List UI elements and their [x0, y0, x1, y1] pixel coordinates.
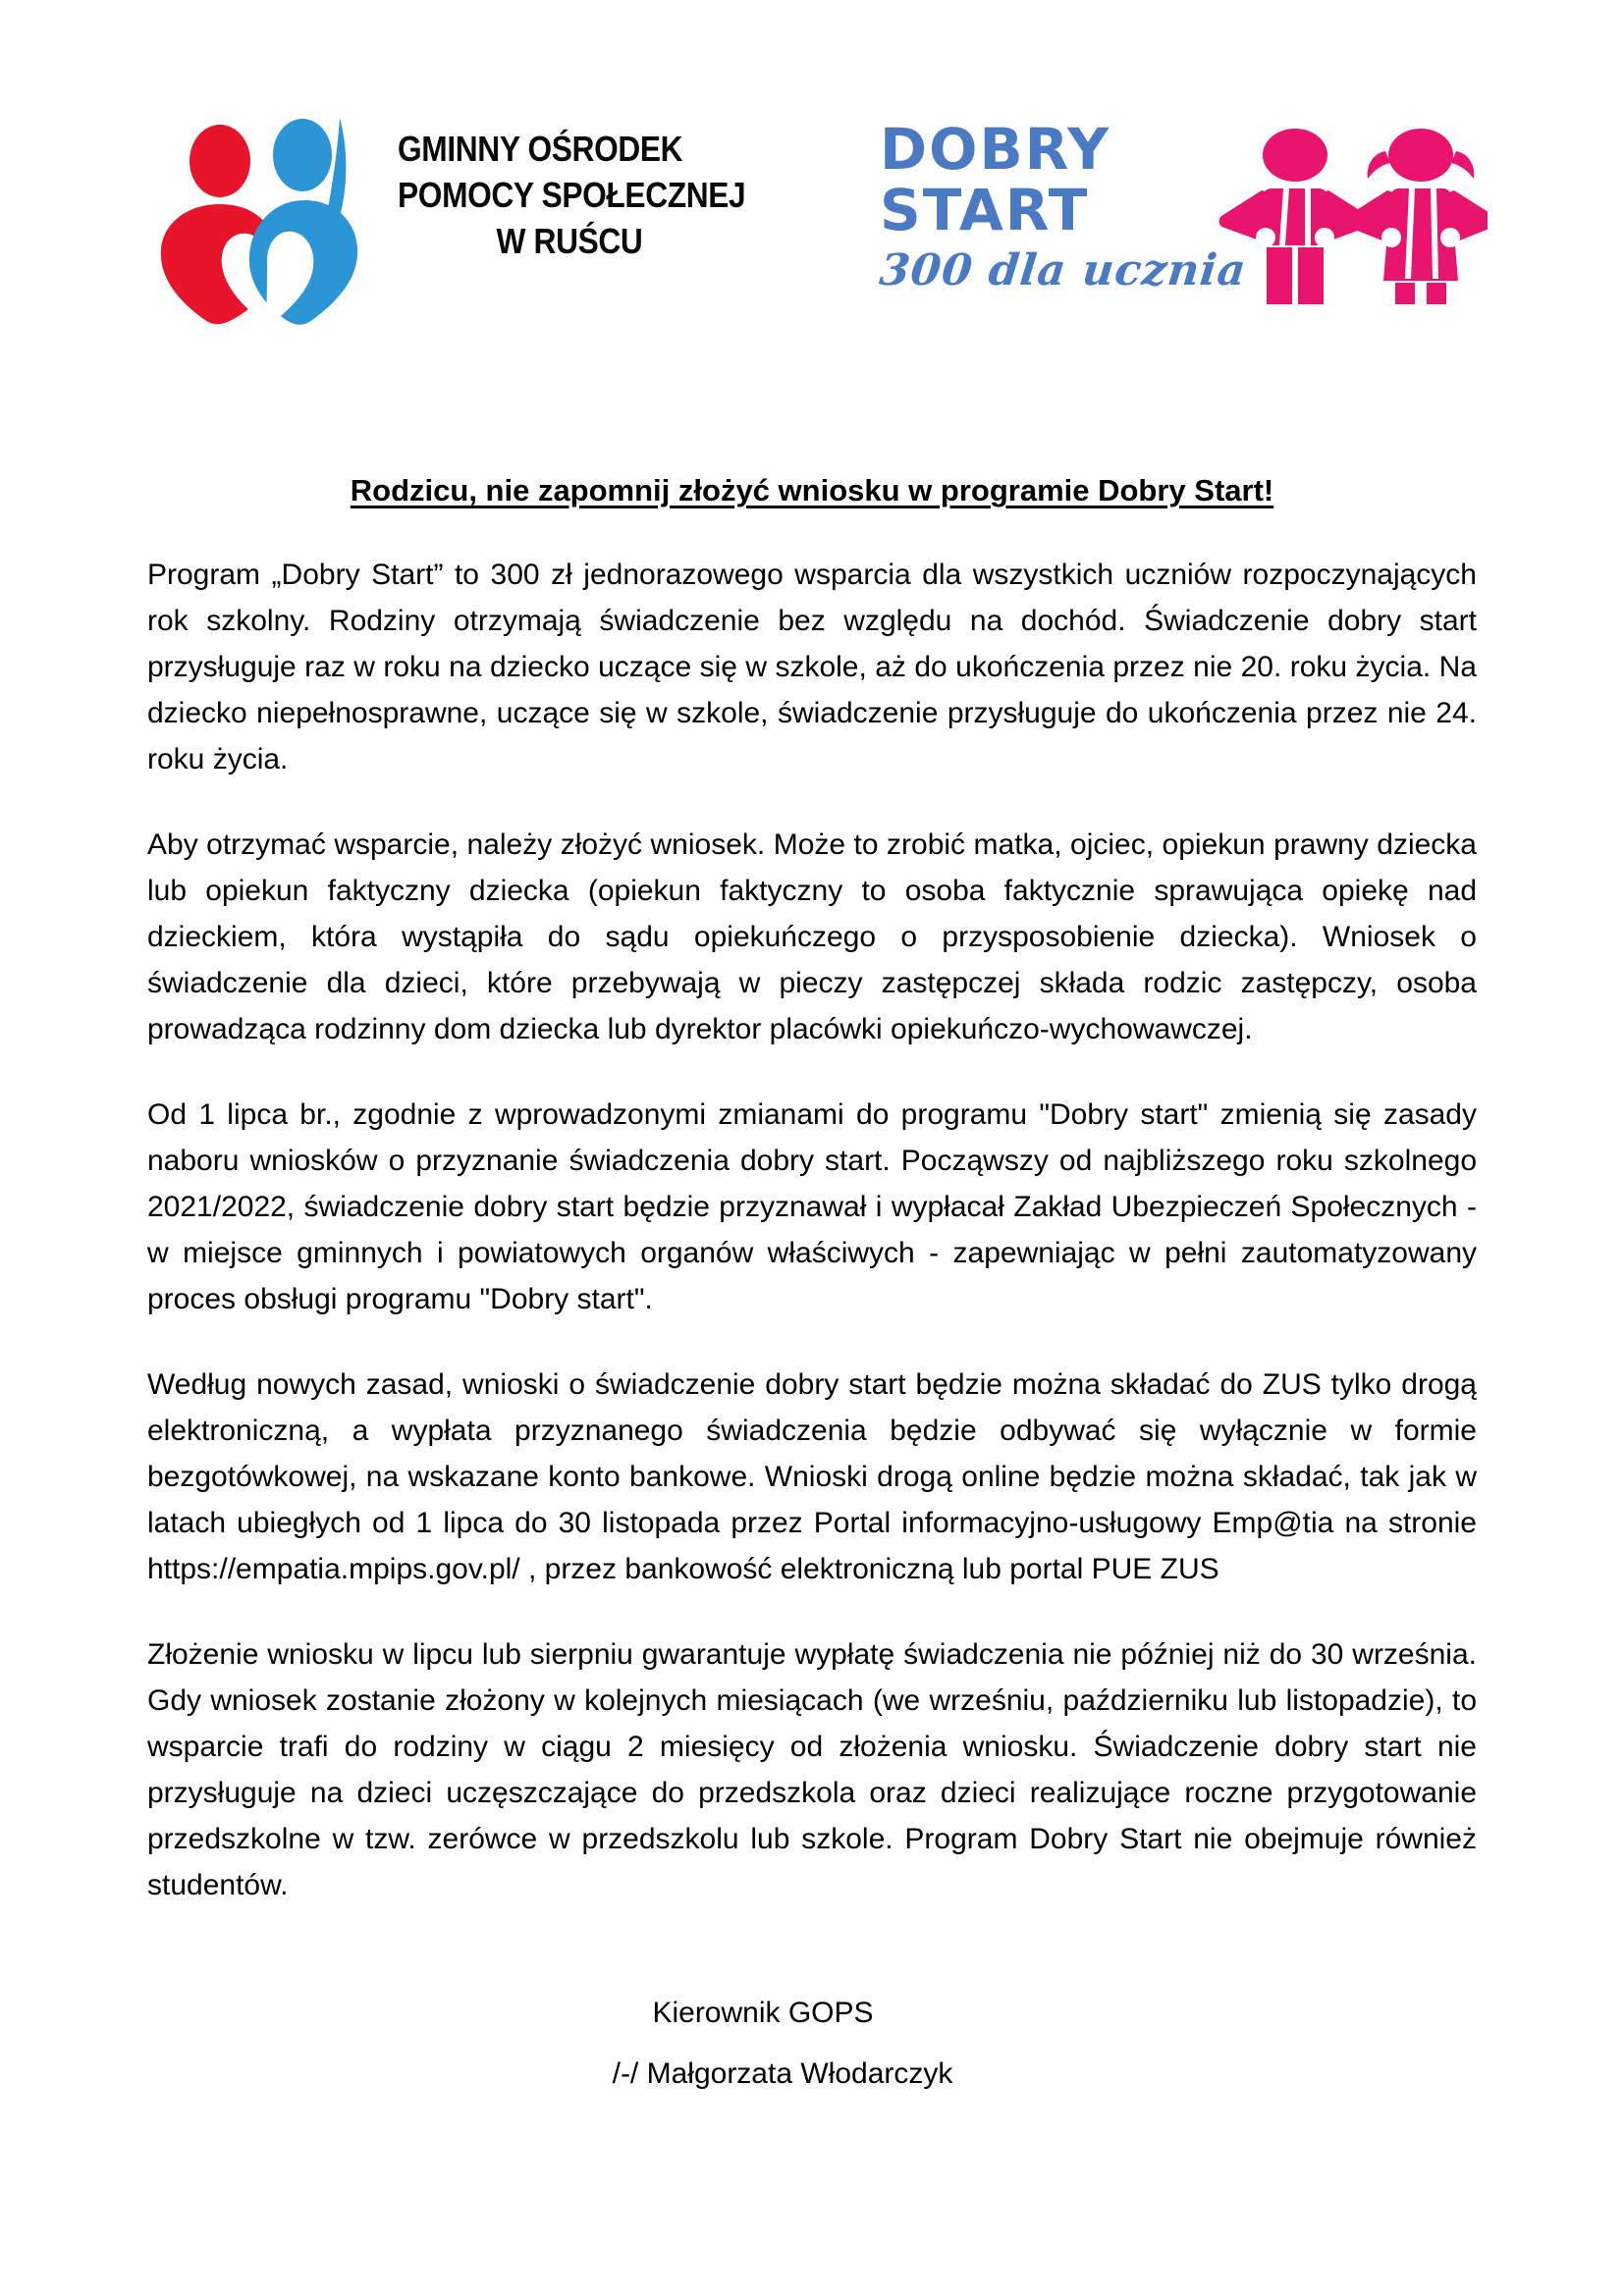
paragraph-3: Od 1 lipca br., zgodnie z wprowadzonymi zmianami do programu "Dobry start" zmienią się zasady naboru wniosków o przyznanie świadczenia dobry start. Począwszy od najbliższego roku szkolnego 2021/2022, świadczenie dobry start będzie przyznawał i wypłacał Zakład Ubezpieczeń Społecznych - w miejsce gminnych i powiatowych organów właściwych - zapewniając w pełni zautomatyzowany proces obsługi programu "Dobry start".	[147, 1098, 1477, 1315]
dobry-start-word-2: START	[880, 177, 1090, 243]
dobry-start-word-1: DOBRY	[880, 116, 1111, 183]
paragraph-4: Według nowych zasad, wnioski o świadczenie dobry start będzie można składać do ZUS tylko drogą elektroniczną, a wypłata przyznanego świadczenia będzie odbywać się wyłącznie w formie bezgotówkowej, na wskazane konto bankowe. Wnioski drogą online będzie można składać, tak jak w latach ubiegłych od 1 lipca do 30 listopada przez Portal informacyjno-usługowy Emp@tia na stronie https://empatia.mpips.gov.pl/ , przez bankowość elektroniczną lub portal PUE ZUS	[147, 1368, 1477, 1585]
document-body	[147, 471, 1477, 1908]
logo-band	[0, 108, 1624, 334]
signature-name: /-/ Małgorzata Włodarczyk	[612, 2057, 953, 2090]
signature-block	[147, 1983, 1477, 2105]
gops-emblem-icon	[147, 110, 383, 326]
page-title: Rodzicu, nie zapomnij złożyć wniosku w programie Dobry Start!	[350, 473, 1274, 507]
gops-logo-text	[398, 126, 746, 264]
gops-logo-line-3: W RUŚCU	[496, 221, 643, 261]
dobry-start-logo	[864, 108, 1492, 334]
paragraph-5: Złożenie wniosku w lipcu lub sierpniu gwarantuje wypłatę świadczenia nie później niż do 30 września. Gdy wniosek zostanie złożony w kolejnych miesiącach (we wrześniu, październiku lub listopadzie), to wsparcie trafi do rodziny w ciągu 2 miesięcy od złożenia wniosku. Świadczenie dobry start nie przysługuje na dzieci uczęszczające do przedszkola oraz dzieci realizujące roczne przygotowanie przedszkolne w tzw. zerówce w przedszkolu lub szkole. Program Dobry Start nie obejmuje również studentów.	[147, 1638, 1477, 1901]
gops-logo	[147, 108, 746, 334]
dobry-start-tagline: 300 dla ucznia	[877, 245, 1250, 295]
gops-logo-line-1: GMINNY OŚRODEK	[398, 129, 683, 169]
paragraph-1: Program „Dobry Start” to 300 zł jednorazowego wsparcia dla wszystkich uczniów rozpoczynających rok szkolny. Rodziny otrzymają świadczenie bez względu na dochód. Świadczenie dobry start przysługuje raz w roku na dziecko uczące się w szkole, aż do ukończenia przez nie 20. roku życia. Na dziecko niepełnosprawne, uczące się w szkole, świadczenie przysługuje do ukończenia przez nie 24. roku życia.	[147, 559, 1477, 775]
paragraph-2: Aby otrzymać wsparcie, należy złożyć wniosek. Może to zrobić matka, ojciec, opiekun prawny dziecka lub opiekun faktyczny dziecka (opiekun faktyczny to osoba faktycznie sprawująca opiekę nad dzieckiem, która wystąpiła do sądu opiekuńczego o przysposobienie dziecka). Wniosek o świadczenie dla dzieci, które przebywają w pieczy zastępczej składa rodzic zastępczy, osoba prowadząca rodzinny dom dziecka lub dyrektor placówki opiekuńczo-wychowawczej.	[147, 828, 1477, 1045]
children-pictogram-icon	[1213, 112, 1488, 308]
signature-role: Kierownik GOPS	[652, 1997, 874, 2029]
gops-logo-line-2: POMOCY SPOŁECZNEJ	[398, 175, 746, 215]
